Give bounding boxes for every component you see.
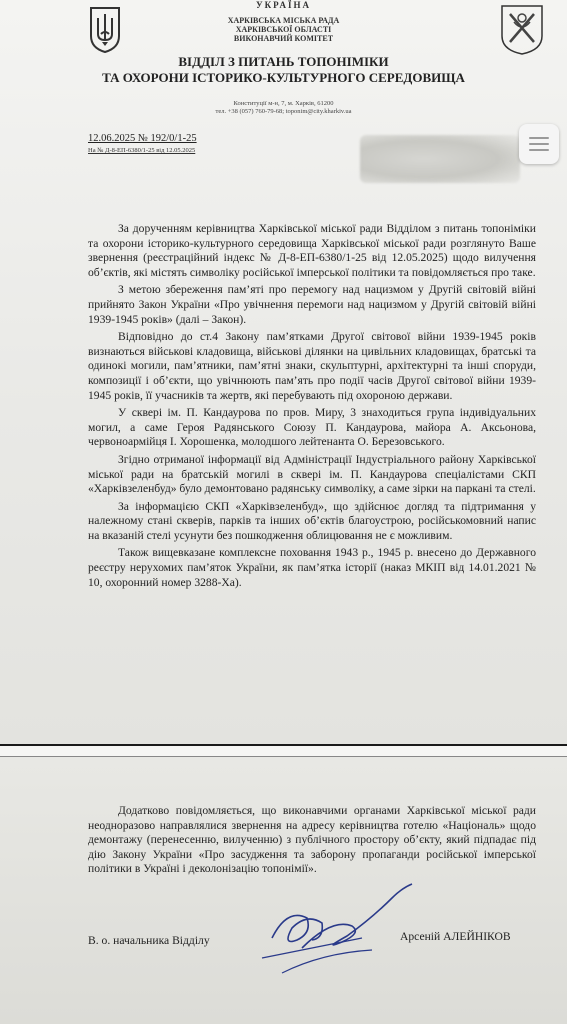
- signatory-position: В. о. начальника Відділу: [88, 934, 210, 947]
- dept-title-1: ВІДДІЛ З ПИТАНЬ ТОПОНІМІКИ: [178, 54, 389, 69]
- paragraph: У сквері ім. П. Кандаурова по пров. Миру, 3 знаходиться група індивідуальних могил, а саме Героя Радянського Союзу П. Кандаурова, майора А. Аксьонова, червоноармійця І. Хорошенка, молодшого лейтенанта О. Березовського.: [88, 406, 536, 449]
- address-line-2: тел. +38 (057) 760-79-68; toponim@city.kharkiv.ua: [215, 108, 352, 115]
- menu-bar-icon: [529, 137, 549, 139]
- menu-bar-icon: [529, 149, 549, 151]
- handwritten-signature: [252, 878, 422, 983]
- redacted-addressee: [360, 135, 520, 183]
- outgoing-number: 12.06.2025 № 192/0/1-25: [88, 133, 197, 144]
- org-line-3: ВИКОНАВЧИЙ КОМІТЕТ: [233, 34, 334, 43]
- org-line-2: ХАРКІВСЬКОЇ ОБЛАСТІ: [235, 25, 332, 34]
- incoming-reference: На № Д-8-ЕП-6380/1-25 від 12.05.2025: [88, 147, 196, 154]
- signatory-name: Арсеній АЛЕЙНІКОВ: [400, 930, 511, 943]
- address-line-1: Конституції м-н, 7, м. Харків, 61200: [233, 100, 334, 107]
- menu-bar-icon: [529, 143, 549, 145]
- page-2-body: [88, 804, 536, 877]
- paragraph: Згідно отриманої інформації від Адміністрації Індустріального району Харківської міської ради на братській могилі в сквері ім. П. Кандаурова спеціалістами СКП «Харківзеленбуд» було демонтовано радянську символіку, а саме зірки на паркані та стелі.: [88, 452, 536, 496]
- paragraph: Відповідно до ст.4 Закону пам’ятками Другої світової війни 1939-1945 років визнаються військові кладовища, військові ділянки на цивільних кладовищах, братські та одинокі могили, пам’ятники, пам’ятні знаки, скульптурні, архітектурні та інші споруди, композиції і об’єкти, що увічнюють пам’ять про події часів Другої світової війни 1939-1945 років, її учасників та жертв, які перебувають під охороною держави.: [88, 330, 536, 402]
- menu-button[interactable]: [519, 124, 559, 164]
- paragraph: Додатково повідомляється, що виконавчими органами Харківської міської ради неодноразово направлялися звернення на адресу керівництва готелю «Національ» щодо демонтажу (перенесенню, вилученню) з публічного простору об’єкту, який підпадає під дію Закону України «Про засудження та заборону пропаганди російської імперської політики в Україні і деколонізацію топонімії».: [88, 804, 536, 876]
- org-line-1: ХАРКІВСЬКА МІСЬКА РАДА: [227, 16, 340, 25]
- paragraph: За дорученням керівництва Харківської міської ради Відділом з питань топоніміки та охорони історико-культурного середовища Харківської міської ради розглянуто Ваше звернення (реєстраційний індекс № Д-8-ЕП-6380/1-25 від 12.05.2025) щодо вилучення об’єктів, які містять символіку російської імперської політики та повідомляється про таке.: [88, 222, 536, 279]
- paragraph: З метою збереження пам’яті про перемогу над нацизмом у Другій світовій війні прийнято Закон України «Про увічнення перемоги над нацизмом у Другій світовій війні 1939-1945 років» (далі – Закон).: [88, 283, 536, 326]
- page-separator: [0, 744, 567, 757]
- paragraph: Також вищевказане комплексне поховання 1943 р., 1945 р. внесено до Державного реєстру нерухомих пам’яток України, як пам’ятка історії (наказ МКІП від 14.01.2021 № 10, охоронний номер 3288-Ха).: [88, 546, 536, 589]
- dept-title-2: ТА ОХОРОНИ ІСТОРИКО-КУЛЬТУРНОГО СЕРЕДОВИЩА: [102, 70, 465, 85]
- letter-body: [88, 222, 536, 593]
- paragraph: За інформацією СКП «Харківзеленбуд», що здійснює догляд та підтримання у належному стані скверів, парків та інших об’єктів благоустрою, російськомовний напис на вказаній стелі усунути без пошкодження облицювання не є можливим.: [88, 499, 536, 542]
- country-title: УКРАЇНА: [256, 0, 311, 10]
